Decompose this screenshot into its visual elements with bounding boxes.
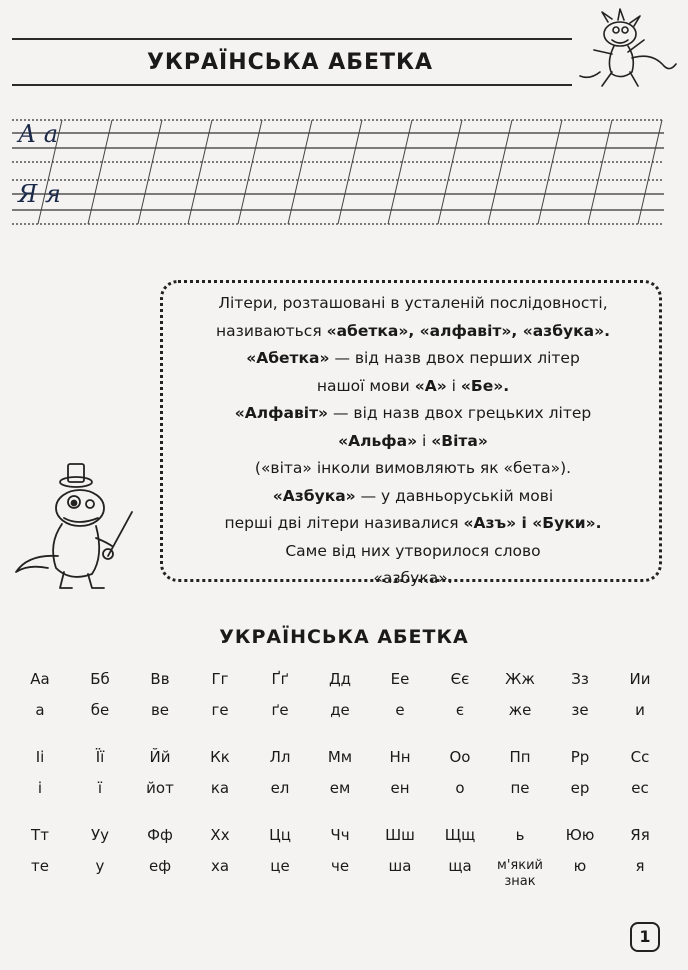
rule-text-segment: «азбука». <box>373 569 453 587</box>
letter-uppercase: Тт <box>31 826 49 844</box>
dinosaur-with-pointer-icon <box>8 460 158 610</box>
rule-line <box>178 318 648 346</box>
letter-uppercase: Нн <box>389 748 411 766</box>
rule-text-segment: і <box>417 431 432 450</box>
rule-text-segment: «Азъ» і «Буки». <box>463 514 602 532</box>
letter-name: і <box>37 779 43 797</box>
rule-text-segment: Саме від них утворилося слово <box>285 541 541 560</box>
letter-name: ша <box>388 857 412 875</box>
rule-text-segment: і <box>446 376 461 395</box>
letter-uppercase: Шш <box>385 826 415 844</box>
alphabet-title: УКРАЇНСЬКА АБЕТКА <box>219 626 469 648</box>
letter-uppercase: ь <box>515 826 525 844</box>
letter-name: ве <box>150 701 170 719</box>
rule-line <box>178 538 648 566</box>
rule-text-segment: перші дві літери називалися <box>224 514 464 532</box>
rule-text-segment: — від назв двох перших літер <box>329 349 580 367</box>
handwritten-letter-a: А а <box>18 120 59 148</box>
letter-name: же <box>508 701 532 719</box>
letter-name: ес <box>631 779 649 797</box>
letter-name: о <box>455 779 465 797</box>
rule-text-segment: «Альфа» <box>338 431 418 450</box>
letter-name: є <box>455 701 465 719</box>
letter-uppercase: Йй <box>149 748 171 766</box>
letter-uppercase: Яя <box>630 826 650 844</box>
letter-uppercase: Кк <box>210 748 230 766</box>
rule-line <box>178 455 648 483</box>
letter-name: йот <box>146 779 174 797</box>
letter-name: че <box>330 857 350 875</box>
letter-name: ю <box>573 857 587 875</box>
letter-name: ща <box>448 857 472 875</box>
letter-uppercase: Бб <box>90 670 110 688</box>
letter-name: еф <box>148 857 172 875</box>
letter-name: ем <box>329 779 351 797</box>
rule-text-segment: «абетка», «алфавіт», «азбука». <box>326 321 610 340</box>
handwritten-letter-ya: Я я <box>18 180 61 208</box>
letter-uppercase: Дд <box>328 670 352 688</box>
letter-name: зе <box>571 701 589 719</box>
letter-name: де <box>330 701 350 719</box>
letter-uppercase: Вв <box>150 670 170 688</box>
letter-uppercase: Юю <box>565 826 595 844</box>
letter-uppercase: Пп <box>509 748 531 766</box>
rule-text-segment: «Бе». <box>460 376 510 395</box>
letter-uppercase: Ее <box>390 670 410 688</box>
letter-uppercase: Уу <box>90 826 110 844</box>
letter-uppercase: Хх <box>210 826 230 844</box>
page-number: 1 <box>630 922 660 952</box>
letter-uppercase: Цц <box>269 826 291 844</box>
rule-text-segment: Літери, розташовані в усталеній послідовності, <box>218 294 608 312</box>
rule-line <box>178 565 648 593</box>
letter-uppercase: Фф <box>147 826 173 844</box>
letter-uppercase: Аа <box>30 670 50 688</box>
rule-text-segment: називаються <box>216 321 327 340</box>
letter-uppercase: Мм <box>327 748 353 766</box>
rule-line <box>178 483 648 511</box>
rule-line <box>178 373 648 401</box>
letter-uppercase: Лл <box>269 748 291 766</box>
letter-name: ел <box>270 779 290 797</box>
letter-name: те <box>31 857 49 875</box>
rule-text-segment: «Азбука» <box>272 486 356 505</box>
rule-text-segment: «Алфавіт» <box>234 404 329 422</box>
rule-line <box>178 428 648 456</box>
letter-name: ґе <box>271 701 289 719</box>
rule-text-segment: «Абетка» <box>246 349 330 367</box>
rule-text-segment: — від назв двох грецьких літер <box>328 404 592 422</box>
letter-name: ен <box>390 779 410 797</box>
letter-uppercase: Ґґ <box>271 670 289 688</box>
rule-text-segment: — у давньоруській мові <box>355 486 554 505</box>
letter-name: пе <box>510 779 530 797</box>
letter-uppercase: Сс <box>630 748 650 766</box>
letter-uppercase: Єє <box>450 670 470 688</box>
letter-name: и <box>635 701 645 719</box>
page-title: УКРАЇНСЬКА АБЕТКА <box>146 50 434 75</box>
letter-name: це <box>270 857 290 875</box>
rule-text-segment: «Віта» <box>431 431 488 450</box>
letter-name: ї <box>97 779 103 797</box>
rule-text-segment: нашої мови <box>316 376 415 395</box>
header-rule-bottom <box>12 84 572 86</box>
letter-name: у <box>95 857 105 875</box>
rule-text <box>178 290 648 593</box>
rule-text-segment: («віта» інколи вимовляють як «бета»). <box>254 459 572 477</box>
letter-uppercase: Оо <box>449 748 471 766</box>
letter-name: я <box>635 857 645 875</box>
rule-line <box>178 510 648 538</box>
letter-name: ка <box>210 779 230 797</box>
letter-name: м'який знак <box>497 858 543 889</box>
letter-uppercase: Жж <box>505 670 535 688</box>
letter-name: ер <box>570 779 590 797</box>
rule-text-segment: «А» <box>414 376 447 395</box>
dragon-illustration-icon <box>572 6 680 92</box>
letter-name: ге <box>211 701 229 719</box>
rule-line <box>178 400 648 428</box>
letter-uppercase: Іі <box>35 748 45 766</box>
letter-uppercase: Ии <box>629 670 651 688</box>
letter-name: а <box>35 701 45 719</box>
header-rule-top <box>12 38 572 40</box>
letter-uppercase: Її <box>95 748 105 766</box>
letter-uppercase: Чч <box>330 826 350 844</box>
letter-uppercase: Зз <box>571 670 589 688</box>
rule-line <box>178 290 648 318</box>
letter-uppercase: Гг <box>211 670 229 688</box>
letter-name: ха <box>210 857 230 875</box>
handwriting-practice-lines <box>12 110 664 230</box>
letter-name: бе <box>90 701 110 719</box>
letter-uppercase: Рр <box>570 748 590 766</box>
letter-name: е <box>395 701 405 719</box>
letter-uppercase: Щщ <box>444 826 476 844</box>
rule-line <box>178 345 648 373</box>
